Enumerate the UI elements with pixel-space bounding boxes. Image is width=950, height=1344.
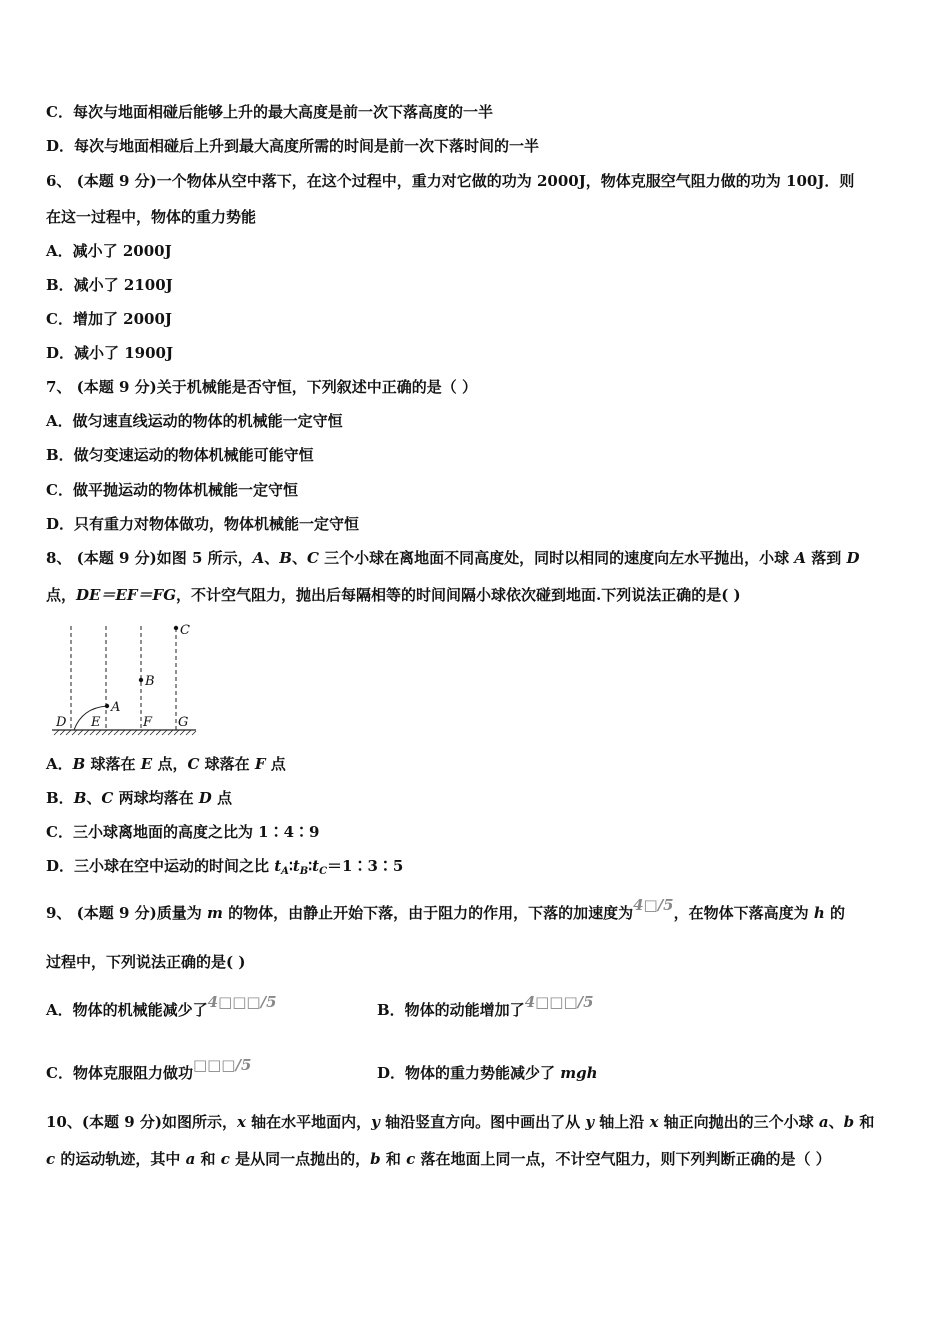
q10-stem-text: 轴上沿 <box>594 1113 650 1131</box>
ball-c <box>174 626 178 630</box>
q10-stem-text: 10、(本题 9 分)如图所示， <box>46 1113 237 1131</box>
option-text: 点， <box>152 755 188 773</box>
q10-stem-line2 <box>46 1149 831 1169</box>
point-label: D <box>846 549 860 567</box>
q8-option-b <box>46 788 232 808</box>
q8-stem-line1 <box>46 548 860 568</box>
ball-label: c <box>220 1150 230 1168</box>
q10-stem-text: 和 <box>195 1150 221 1168</box>
q9-option-c <box>46 1056 252 1083</box>
label-f: F <box>143 715 153 730</box>
q8-option-c: C．三小球离地面的高度之比为 1∶4∶9 <box>46 823 320 841</box>
ball-label: c <box>46 1150 56 1168</box>
formula-image: 4□□□/5 <box>207 993 277 1011</box>
q10-stem-text: 轴在水平地面内， <box>245 1113 372 1131</box>
q8-stem-text: 、 <box>291 549 307 567</box>
option-text: ∶ <box>288 857 293 875</box>
q8-stem-text: 三个小球在离地面不同高度处，同时以相同的速度向左水平抛出，小球 <box>318 549 795 567</box>
point-label: D <box>198 789 212 807</box>
option-text: D．三小球在空中运动的时间之比 <box>46 857 275 875</box>
q9-stem-line2: 过程中，下列说法正确的是( ) <box>46 953 246 971</box>
ball-label: a <box>185 1150 196 1168</box>
axis-symbol: x <box>236 1113 246 1131</box>
q9-stem-text: 的物体，由静止开始下落，由于阻力的作用，下落的加速度为 <box>222 904 634 922</box>
axis-symbol: x <box>649 1113 659 1131</box>
ball-label: C <box>187 755 200 773</box>
height-symbol: h <box>813 904 825 922</box>
q10-stem-text: 落在地面上同一点，不计空气阻力，则下列判断正确的是（ ） <box>415 1150 831 1168</box>
option-text: A．物体的机械能减少了 <box>46 1001 208 1019</box>
ball-label: A <box>794 549 807 567</box>
q8-stem-line2 <box>46 585 741 605</box>
q9-option-b <box>377 993 594 1020</box>
q6-stem-line1: 6、 (本题 9 分)一个物体从空中落下，在这个过程中，重力对它做的功为 2000J，物体克服空气阻力做的功为 100J．则 <box>46 172 855 190</box>
ball-label: B <box>279 549 292 567</box>
axis-symbol: y <box>371 1113 380 1131</box>
option-text: ＝1∶3∶5 <box>327 857 404 875</box>
q10-stem-text: 的运动轨迹，其中 <box>55 1150 186 1168</box>
subscript: C <box>319 866 328 877</box>
time-symbol: t <box>312 857 320 875</box>
q7-option-d: D．只有重力对物体做功，物体机械能一定守恒 <box>46 515 360 533</box>
q10-stem-text: 轴正向抛出的三个小球 <box>658 1113 819 1131</box>
q5-option-c: C．每次与地面相碰后能够上升的最大高度是前一次下落高度的一半 <box>46 103 493 121</box>
label-e: E <box>91 715 101 730</box>
q7-option-c: C．做平抛运动的物体机械能一定守恒 <box>46 481 298 499</box>
option-text: C．物体克服阻力做功 <box>46 1064 193 1082</box>
ball-label: C <box>306 549 319 567</box>
q9-option-d <box>377 1063 598 1083</box>
ball-label: b <box>370 1150 381 1168</box>
q8-option-d <box>46 856 403 882</box>
label-g: G <box>178 715 189 730</box>
q8-stem-text: 点， <box>46 586 77 604</box>
option-text: 球落在 <box>199 755 255 773</box>
q10-stem-text: 轴沿竖直方向。图中画出了从 <box>379 1113 586 1131</box>
ball-label: A <box>252 549 265 567</box>
q8-option-a <box>46 754 286 774</box>
q6-option-d: D．减小了 1900J <box>46 344 174 362</box>
formula-image: 4□□□/5 <box>524 993 594 1011</box>
q9-option-a <box>46 993 277 1020</box>
ball-label: b <box>843 1113 855 1131</box>
ground-hatching <box>54 730 196 735</box>
mass-symbol: m <box>206 904 223 922</box>
q10-stem-line1 <box>46 1112 874 1132</box>
q9-stem-line1 <box>46 896 845 923</box>
q7-option-b: B．做匀变速运动的物体机械能可能守恒 <box>46 446 314 464</box>
option-text: 两球均落在 <box>113 789 199 807</box>
figure-5-diagram <box>46 618 206 738</box>
option-text: D．物体的重力势能减少了 <box>377 1064 561 1082</box>
ball-a <box>105 704 109 708</box>
label-b: B <box>145 674 155 689</box>
axis-symbol: y <box>585 1113 595 1131</box>
label-a: A <box>111 700 121 715</box>
time-symbol: t <box>274 857 282 875</box>
q10-stem-text: 和 <box>854 1113 875 1131</box>
ball-label: C <box>101 789 114 807</box>
q8-stem-text: 落到 <box>806 549 847 567</box>
label-d: D <box>56 715 67 730</box>
q8-stem-text: 8、 (本题 9 分)如图 5 所示， <box>46 549 253 567</box>
ball-label: a <box>818 1113 829 1131</box>
option-text: 点 <box>211 789 233 807</box>
label-c: C <box>180 623 190 638</box>
q7-stem: 7、 (本题 9 分)关于机械能是否守恒，下列叙述中正确的是（ ） <box>46 378 477 396</box>
q5-option-d: D．每次与地面相碰后上升到最大高度所需的时间是前一次下落时间的一半 <box>46 137 540 155</box>
option-text: 点 <box>265 755 286 773</box>
q10-stem-text: 和 <box>380 1150 407 1168</box>
q6-option-c: C．增加了 2000J <box>46 310 173 328</box>
q9-stem-text: 的 <box>824 904 845 922</box>
q6-option-a: A．减小了 2000J <box>46 242 172 260</box>
option-text: ∶ <box>308 857 313 875</box>
q10-stem-text: 、 <box>828 1113 844 1131</box>
option-text: A． <box>46 755 73 773</box>
option-text: 、 <box>86 789 102 807</box>
q7-option-a: A．做匀速直线运动的物体的机械能一定守恒 <box>46 412 343 430</box>
subscript: A <box>281 866 289 877</box>
time-symbol: t <box>292 857 300 875</box>
point-label: E <box>140 755 153 773</box>
q8-stem-text: 、 <box>264 549 280 567</box>
option-text: 球落在 <box>85 755 141 773</box>
point-label: F <box>254 755 266 773</box>
q6-option-b: B．减小了 2100J <box>46 276 173 294</box>
ball-label: B <box>73 789 87 807</box>
formula-image: 4□/5 <box>633 896 674 914</box>
q10-stem-text: 是从同一点抛出的， <box>229 1150 371 1168</box>
formula-image: □□□/5 <box>192 1056 252 1074</box>
q8-equation: DE＝EF＝FG <box>76 586 176 604</box>
ball-label: c <box>406 1150 416 1168</box>
ball-label: B <box>72 755 86 773</box>
q8-stem-text: ，不计空气阻力，抛出后每隔相等的时间间隔小球依次碰到地面.下列说法正确的是( ) <box>176 586 741 604</box>
ball-b <box>139 678 143 682</box>
q6-stem-line2: 在这一过程中，物体的重力势能 <box>46 208 257 226</box>
mgh-symbol: mgh <box>560 1064 598 1082</box>
q9-stem-text: ，在物体下落高度为 <box>673 904 814 922</box>
option-text: B．物体的动能增加了 <box>377 1001 525 1019</box>
q9-stem-text: 9、 (本题 9 分)质量为 <box>46 904 207 922</box>
subscript: B <box>299 866 309 877</box>
option-text: B． <box>46 789 74 807</box>
